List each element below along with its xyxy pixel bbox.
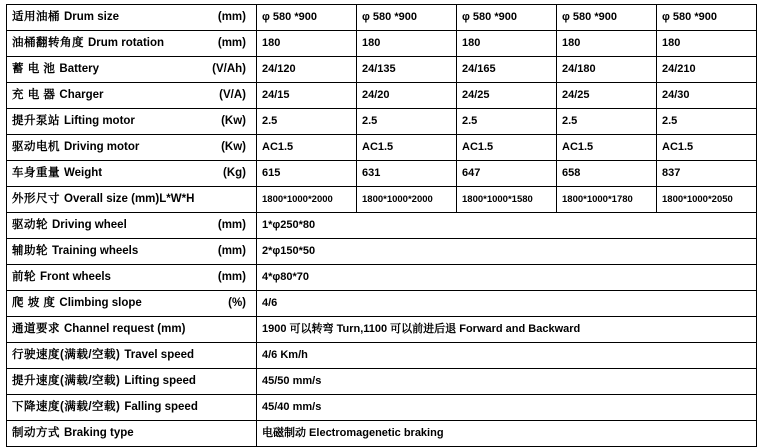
- table-row: [7, 31, 757, 57]
- row-value-cell: 4*φ80*70: [257, 265, 757, 291]
- row-value-cell: 24/165: [457, 57, 557, 83]
- row-label-cell: [7, 135, 257, 161]
- row-label-cn: 下降速度(满载/空载): [12, 401, 121, 413]
- table-row: [7, 161, 757, 187]
- row-value-cell: 2.5: [457, 109, 557, 135]
- row-label-cn: 外形尺寸: [12, 193, 60, 205]
- row-label-cell: [7, 395, 257, 421]
- row-unit: (mm): [217, 245, 246, 257]
- row-label-en: Front wheels: [40, 271, 111, 283]
- row-value-cell: 1*φ250*80: [257, 213, 757, 239]
- row-unit: (%): [228, 297, 246, 309]
- row-unit: (V/Ah): [212, 63, 246, 75]
- row-value-cell: φ 580 *900: [657, 5, 757, 31]
- row-unit: (mm): [217, 37, 246, 49]
- row-label-cn: 驱动电机: [12, 141, 60, 153]
- row-value-cell: 电磁制动 Electromagenetic braking: [257, 421, 757, 447]
- row-value-cell: 2.5: [657, 109, 757, 135]
- row-label-en: Lifting speed: [124, 375, 196, 387]
- row-label-cell: [7, 161, 257, 187]
- row-value-cell: AC1.5: [657, 135, 757, 161]
- row-value-cell: 2.5: [257, 109, 357, 135]
- row-unit: (V/A): [219, 89, 246, 101]
- row-value-cell: 2*φ150*50: [257, 239, 757, 265]
- spec-table-body: [7, 5, 757, 447]
- row-value-cell: φ 580 *900: [357, 5, 457, 31]
- row-value-cell: 180: [357, 31, 457, 57]
- table-row: [7, 369, 757, 395]
- row-unit: (mm): [217, 11, 246, 23]
- row-unit: (Kg): [223, 167, 246, 179]
- row-unit: (mm): [217, 219, 246, 231]
- row-value-cell: 180: [657, 31, 757, 57]
- table-row: [7, 291, 757, 317]
- row-label-en: Weight: [64, 167, 103, 179]
- table-row: [7, 5, 757, 31]
- row-label-cell: [7, 317, 257, 343]
- row-value-cell: 24/25: [457, 83, 557, 109]
- table-row: [7, 135, 757, 161]
- row-label-cn: 制动方式: [12, 427, 60, 439]
- row-value-cell: 24/135: [357, 57, 457, 83]
- table-row: [7, 421, 757, 447]
- row-label-cell: [7, 187, 257, 213]
- row-label-en: Overall size (mm)L*W*H: [64, 193, 195, 205]
- row-label-en: Driving motor: [64, 141, 140, 153]
- row-label-cn: 车身重量: [12, 167, 60, 179]
- row-unit: (mm): [217, 271, 246, 283]
- row-value-cell: 24/210: [657, 57, 757, 83]
- row-label-cell: [7, 369, 257, 395]
- table-row: [7, 343, 757, 369]
- row-label-cell: [7, 343, 257, 369]
- row-label-en: Drum rotation: [88, 37, 165, 49]
- row-label-cell: [7, 31, 257, 57]
- row-unit: (Kw): [221, 115, 246, 127]
- row-label-cn: 通道要求: [12, 323, 60, 335]
- row-value-cell: 24/120: [257, 57, 357, 83]
- table-row: [7, 265, 757, 291]
- row-value-cell: 631: [357, 161, 457, 187]
- row-value-cell: AC1.5: [257, 135, 357, 161]
- row-label-cell: [7, 265, 257, 291]
- row-value-cell: 4/6: [257, 291, 757, 317]
- row-label-en: Driving wheel: [52, 219, 127, 231]
- table-row: [7, 83, 757, 109]
- row-value-cell: 180: [457, 31, 557, 57]
- table-row: [7, 57, 757, 83]
- row-label-en: Braking type: [64, 427, 134, 439]
- row-label-en: Travel speed: [124, 349, 195, 361]
- table-row: [7, 395, 757, 421]
- row-value-cell: 24/15: [257, 83, 357, 109]
- row-value-cell: 615: [257, 161, 357, 187]
- row-label-cn: 蓄 电 池: [12, 63, 56, 75]
- row-label-cn: 提升泵站: [12, 115, 60, 127]
- row-value-cell: 2.5: [557, 109, 657, 135]
- row-value-cell: 1800*1000*1580: [457, 187, 557, 213]
- row-value-cell: 180: [257, 31, 357, 57]
- row-label-cn: 油桶翻转角度: [12, 37, 84, 49]
- row-value-cell: 4/6 Km/h: [257, 343, 757, 369]
- row-label-cell: [7, 213, 257, 239]
- row-value-cell: 24/25: [557, 83, 657, 109]
- row-value-cell: 647: [457, 161, 557, 187]
- row-label-en: Battery: [59, 63, 100, 75]
- row-value-cell: 1800*1000*2000: [257, 187, 357, 213]
- row-label-en: Lifting motor: [64, 115, 135, 127]
- table-row: [7, 213, 757, 239]
- row-value-cell: φ 580 *900: [257, 5, 357, 31]
- row-value-cell: 24/180: [557, 57, 657, 83]
- row-value-cell: AC1.5: [457, 135, 557, 161]
- row-label-cell: [7, 421, 257, 447]
- table-row: [7, 317, 757, 343]
- row-label-cn: 充 电 器: [12, 89, 56, 101]
- row-value-cell: φ 580 *900: [457, 5, 557, 31]
- row-label-cn: 辅助轮: [12, 245, 48, 257]
- row-label-cn: 爬 坡 度: [12, 297, 56, 309]
- row-label-cn: 行驶速度(满载/空载): [12, 349, 121, 361]
- row-label-en: Climbing slope: [59, 297, 142, 309]
- row-value-cell: 45/40 mm/s: [257, 395, 757, 421]
- row-label-cell: [7, 239, 257, 265]
- row-value-cell: 24/30: [657, 83, 757, 109]
- row-value-cell: AC1.5: [557, 135, 657, 161]
- row-label-en: Channel request (mm): [64, 323, 186, 335]
- row-label-cn: 适用油桶: [12, 11, 60, 23]
- row-label-en: Drum size: [64, 11, 119, 23]
- row-label-cn: 驱动轮: [12, 219, 48, 231]
- row-label-cell: [7, 83, 257, 109]
- row-value-cell: 1800*1000*2000: [357, 187, 457, 213]
- table-row: [7, 239, 757, 265]
- table-row: [7, 187, 757, 213]
- row-value-cell: AC1.5: [357, 135, 457, 161]
- row-value-cell: 1800*1000*2050: [657, 187, 757, 213]
- row-label-en: Charger: [59, 89, 104, 101]
- row-label-en: Falling speed: [124, 401, 198, 413]
- row-value-cell: 180: [557, 31, 657, 57]
- row-value-cell: 1900 可以转弯 Turn,1100 可以前进后退 Forward and Backward: [257, 317, 757, 343]
- row-unit: (Kw): [221, 141, 246, 153]
- row-value-cell: 837: [657, 161, 757, 187]
- row-value-cell: 658: [557, 161, 657, 187]
- row-value-cell: 1800*1000*1780: [557, 187, 657, 213]
- row-value-cell: 24/20: [357, 83, 457, 109]
- row-label-cell: [7, 109, 257, 135]
- row-label-cell: [7, 291, 257, 317]
- row-label-cell: [7, 5, 257, 31]
- row-label-cell: [7, 57, 257, 83]
- row-label-cn: 提升速度(满载/空载): [12, 375, 121, 387]
- row-value-cell: 2.5: [357, 109, 457, 135]
- row-value-cell: φ 580 *900: [557, 5, 657, 31]
- row-value-cell: 45/50 mm/s: [257, 369, 757, 395]
- row-label-cn: 前轮: [12, 271, 36, 283]
- table-row: [7, 109, 757, 135]
- specification-table: [6, 4, 757, 447]
- row-label-en: Training wheels: [52, 245, 139, 257]
